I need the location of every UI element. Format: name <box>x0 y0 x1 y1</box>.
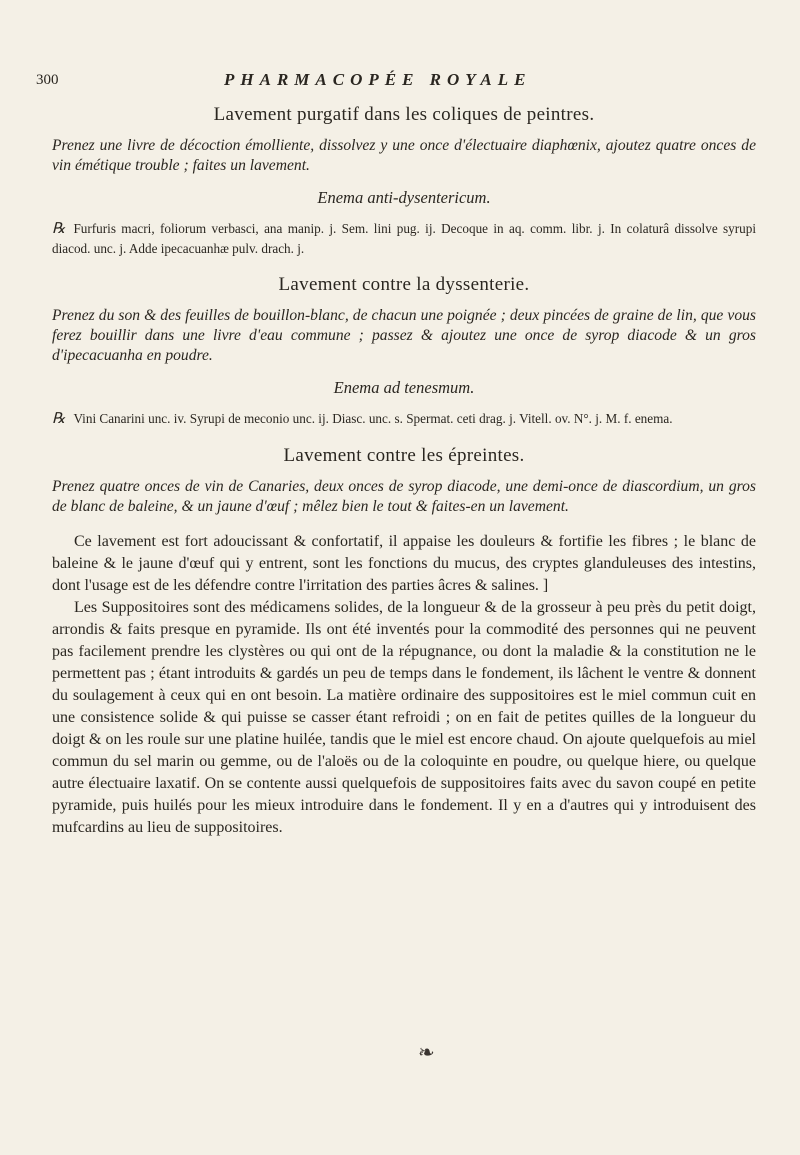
recipe-text: Prenez du son & des feuilles de bouillon-blanc, de chacun une poignée ; deux pincées de graine de lin, que vous ferez bouillir dans une livre d'eau commune ; passez & ajoutez une once de syrop diacode & un gros d'ipecacuanha en poudre. <box>52 307 756 364</box>
section-title: Lavement contre les épreintes. <box>283 445 525 466</box>
recipe-text: Prenez quatre onces de vin de Canaries, deux onces de syrop diacode, une demi-once de diascordium, un gros de blanc de baleine, & un jaune d'œuf ; mêlez bien le tout & faites-en un lavement. <box>52 478 756 515</box>
running-title: PHARMACOPÉE ROYALE <box>224 70 532 89</box>
recipe-symbol-icon: ℞ <box>52 411 66 427</box>
recipe-symbol-icon: ℞ <box>52 221 66 237</box>
page-content <box>52 104 756 839</box>
section-title: Lavement contre la dyssenterie. <box>278 274 530 295</box>
formula-text <box>52 409 756 429</box>
formula-text <box>52 219 756 258</box>
formula-title: Enema ad tenesmum. <box>333 378 475 397</box>
body-paragraph: Ce lavement est fort adoucissant & confortatif, il appaise les douleurs & fortifie les fibres ; le blanc de baleine & le jaune d'œuf qui y entrent, sont les fonctions du mucus, des cryptes glanduleuses des intestins, dont l'usage est de les défendre contre l'irritation des parties âcres & salines. ] <box>52 533 756 594</box>
formula-body: Furfuris macri, foliorum verbasci, ana manip. j. Sem. lini pug. ij. Decoque in aq. comm. libr. j. In colaturâ dissolve syrupi diacod. unc. j. Adde ipecacuanhæ pulv. drach. j. <box>52 221 756 256</box>
body-paragraph: Les Suppositoires sont des médicamens solides, de la longueur & de la grosseur à peu près du petit doigt, arrondis & faits presque en pyramide. Ils ont été inventés pour la commodité des personnes qui ne peuvent pas facilement prendre les clystères ou qui ont de la répugnance, ou dont la maladie & la constitution ne le permettent pas ; étant introduits & gardés un peu de temps dans le fondement, ils lâchent le ventre & donnent du soulagement à ceux qui en ont besoin. La matière ordinaire des suppositoires est le miel commun cuit en une consistence solide & qui puisse se casser étant refroidi ; on en fait de petites quilles de la longueur du doigt & on les roule sur une platine huilée, tandis que le miel est encore chaud. On ajoute quelquefois au miel commun du sel marin ou gemme, ou de l'aloës ou de la coloquinte en poudre, ou quelque hiere, ou quelque autre électuaire laxatif. On se contente aussi quelquefois de suppositoires faits avec du savon coupé en petite pyramide, puis huilés pour les mieux introduire dans le fondement. Il y en a d'autres qui y introduisent des mufcardins au lieu de suppositoires. <box>52 599 756 836</box>
section-title: Lavement purgatif dans les coliques de peintres. <box>213 104 595 125</box>
running-head <box>36 72 760 96</box>
fleuron-ornament-icon: ❧ <box>418 1040 435 1064</box>
formula-body: Vini Canarini unc. iv. Syrupi de meconio unc. ij. Diasc. unc. s. Spermat. ceti drag. j. Vitell. ov. N°. j. M. f. enema. <box>73 411 673 426</box>
recipe-text: Prenez une livre de décoction émolliente, dissolvez y une once d'électuaire diaphœnix, ajoutez quatre onces de vin émétique trouble ; faites un lavement. <box>52 137 756 174</box>
formula-title: Enema anti-dysentericum. <box>317 188 491 207</box>
page-number: 300 <box>36 72 59 88</box>
